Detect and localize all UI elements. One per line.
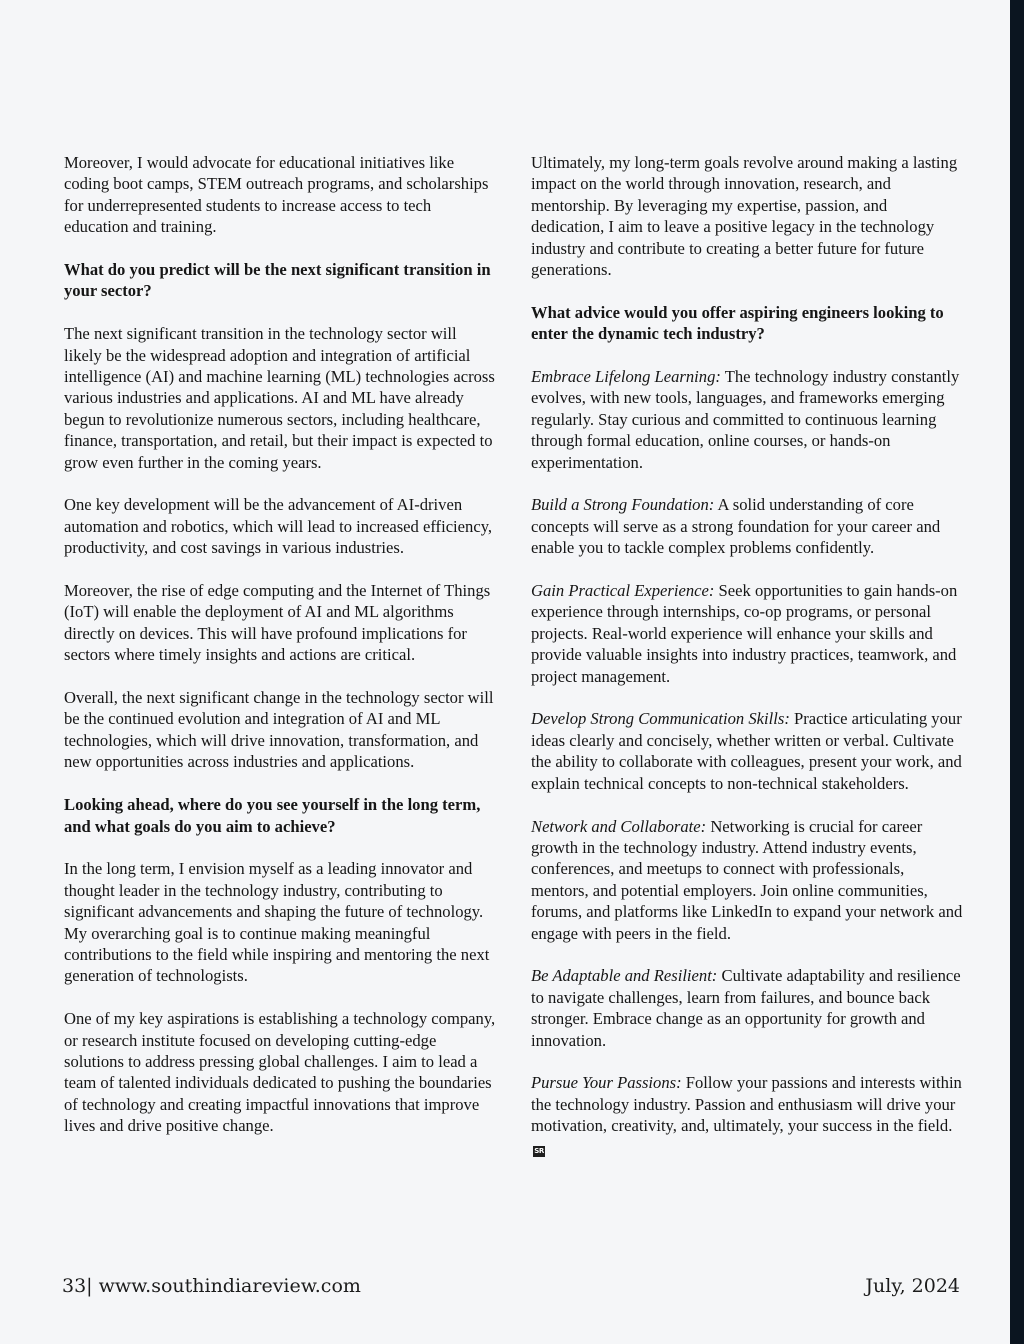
interview-question: What do you predict will be the next significant transition in your sector? xyxy=(64,260,491,301)
paragraph: One of my key aspirations is establishing a technology company, or research institute focused on developing cutting-edge solutions to address pressing global challenges. I aim to lead a team of talented individuals dedicated to pushing the boundaries of technology and creating impactful innovations that improve lives and drive positive change. xyxy=(64,1009,496,1136)
left-column xyxy=(64,152,496,1158)
advice-text: Cultivate adaptability and resilience to navigate challenges, learn from failures, and bounce back stronger. Embrace change as an opportunity for growth and innovation. xyxy=(531,966,961,1050)
footer-page-and-website: 33| www.southindiareview.com xyxy=(62,1275,361,1297)
right-column xyxy=(531,152,963,1179)
advice-item xyxy=(531,1072,963,1158)
paragraph: Ultimately, my long-term goals revolve around making a lasting impact on the world through innovation, research, and mentorship. By leveraging my expertise, passion, and dedication, I aim to leave a positive legacy in the technology industry and contribute to creating a better future for future generations. xyxy=(531,153,958,280)
advice-text: Follow your passions and interests within the technology industry. Passion and enthusiasm will drive your motivation, creativity, and, ultimately, your success in the field. xyxy=(531,1073,962,1136)
paragraph: One key development will be the advancement of AI-driven automation and robotics, which will lead to increased efficiency, productivity, and cost savings in various industries. xyxy=(64,495,493,558)
advice-title: Gain Practical Experience: xyxy=(531,581,715,601)
interview-question: What advice would you offer aspiring engineers looking to enter the dynamic tech industry? xyxy=(531,302,944,344)
advice-item xyxy=(531,366,963,473)
paragraph: The next significant transition in the technology sector will likely be the widespread adoption and integration of artificial intelligence (AI) and machine learning (ML) technologies across various industries and applications. AI and ML have already begun to revolutionize numerous sectors, including healthcare, finance, transportation, and retail, but their impact is expected to grow even further in the coming years. xyxy=(64,324,495,472)
advice-title: Be Adaptable and Resilient: xyxy=(531,966,718,986)
advice-text: Networking is crucial for career growth in the technology industry. Attend industry events, conferences, and meetups to connect with professionals, mentors, and potential employers. Join online communities, forums, and platforms like LinkedIn to expand your network and engage with peers in the field. xyxy=(531,816,963,943)
advice-item xyxy=(531,580,963,687)
footer-issue-date: July, 2024 xyxy=(865,1275,960,1297)
page-edge-strip xyxy=(1010,0,1024,1344)
paragraph: Moreover, I would advocate for educational initiatives like coding boot camps, STEM outreach programs, and scholarships for underrepresented students to increase access to tech education and training. xyxy=(64,153,489,237)
advice-title: Pursue Your Passions: xyxy=(531,1073,682,1093)
advice-item xyxy=(531,816,963,944)
advice-item xyxy=(531,708,963,794)
advice-item xyxy=(531,494,963,558)
advice-title: Build a Strong Foundation: xyxy=(531,495,715,515)
advice-text: Practice articulating your ideas clearly and concisely, whether written or verbal. Cultivate the ability to collaborate with colleagues, present your work, and explain technical concepts to non-technical stakeholders. xyxy=(531,709,962,793)
paragraph: Overall, the next significant change in the technology sector will be the continued evolution and integration of AI and ML technologies, which will drive innovation, transformation, and new opportunities across industries and applications. xyxy=(64,688,494,772)
advice-title: Network and Collaborate: xyxy=(531,816,707,836)
paragraph: In the long term, I envision myself as a leading innovator and thought leader in the technology industry, contributing to significant advancements and shaping the future of technology. My overarching goal is to continue making meaningful contributions to the field while inspiring and mentoring the next generation of technologists. xyxy=(64,859,490,986)
end-of-article-icon: SR xyxy=(534,1146,544,1155)
advice-title: Embrace Lifelong Learning: xyxy=(531,367,721,387)
advice-text: The technology industry constantly evolves, with new tools, languages, and frameworks emerging regularly. Stay curious and committed to continuous learning through formal education, online courses, or hands-on experimentation. xyxy=(531,367,960,472)
interview-question: Looking ahead, where do you see yourself in the long term, and what goals do you aim to achieve? xyxy=(64,795,481,836)
advice-title: Develop Strong Communication Skills: xyxy=(531,709,790,729)
advice-item xyxy=(531,965,963,1051)
paragraph: Moreover, the rise of edge computing and the Internet of Things (IoT) will enable the deployment of AI and ML algorithms directly on devices. This will have profound implications for sectors where timely insights and actions are critical. xyxy=(64,581,491,665)
advice-text: Seek opportunities to gain hands-on experience through internships, co-op programs, or personal projects. Real-world experience will enhance your skills and provide valuable insights into industry practices, teamwork, and project management. xyxy=(531,581,958,686)
advice-text: A solid understanding of core concepts will serve as a strong foundation for your career and enable you to tackle complex problems confidently. xyxy=(531,495,941,558)
